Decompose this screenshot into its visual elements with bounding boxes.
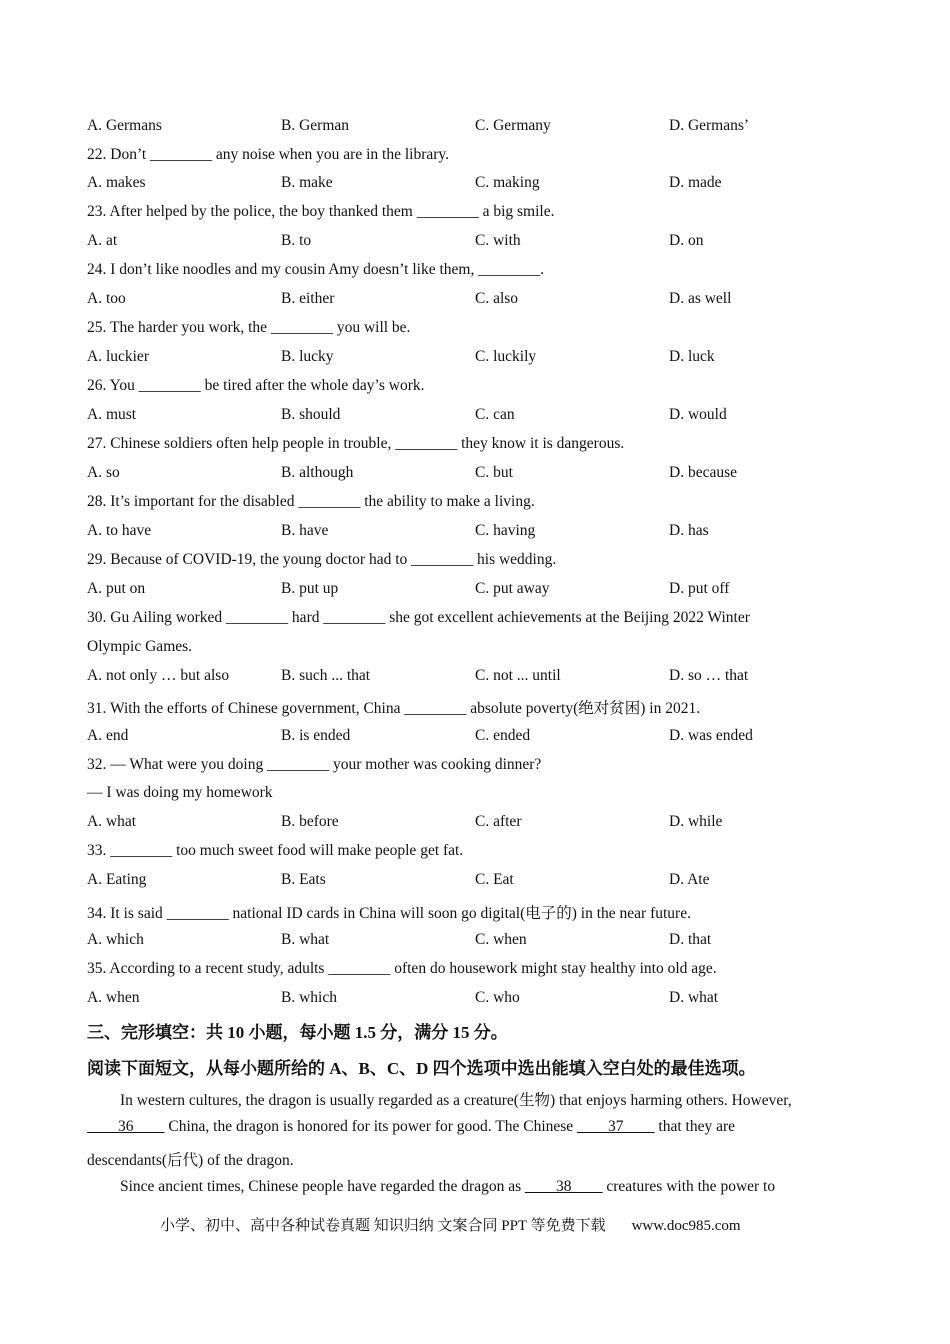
option-c: C. not ... until — [475, 667, 561, 684]
footer-url: www.doc985.com — [631, 1218, 741, 1234]
option-a: A. when — [87, 989, 140, 1006]
passage-line-3: descendants(后代) of the dragon. — [87, 1152, 294, 1169]
question-27-stem: 27. Chinese soldiers often help people in trouble, ________ they know it is dangerous. — [87, 435, 625, 452]
question-34-stem: 34. It is said ________ national ID cards in China will soon go digital(电子的) in the near future. — [87, 905, 691, 922]
question-31-options — [87, 727, 867, 749]
option-d: D. that — [669, 931, 712, 948]
option-b: B. have — [281, 522, 329, 539]
option-d: D. because — [669, 464, 737, 481]
option-a: A. which — [87, 931, 144, 948]
question-24-options — [87, 290, 867, 312]
option-a: A. put on — [87, 580, 146, 597]
blank-38: ____38____ — [525, 1178, 603, 1195]
question-28-stem: 28. It’s important for the disabled ________ the ability to make a living. — [87, 493, 535, 510]
question-34-options — [87, 931, 867, 953]
option-d: D. what — [669, 989, 719, 1006]
option-d: D. would — [669, 406, 727, 423]
option-d: D. Ate — [669, 871, 710, 888]
option-c: C. Germany — [475, 117, 551, 134]
passage-line-2 — [87, 1118, 857, 1136]
question-30-options — [87, 667, 867, 689]
option-b: B. such ... that — [281, 667, 371, 684]
option-d: D. has — [669, 522, 709, 539]
question-24-stem: 24. I don’t like noodles and my cousin Amy doesn’t like them, ________. — [87, 261, 545, 278]
question-32-stem: 32. — What were you doing ________ your mother was cooking dinner? — [87, 756, 542, 773]
option-c: C. also — [475, 290, 519, 307]
passage-line-4 — [87, 1178, 890, 1196]
passage-text: that they are — [654, 1118, 736, 1135]
option-c: C. put away — [475, 580, 550, 597]
question-29-stem: 29. Because of COVID-19, the young doctor had to ________ his wedding. — [87, 551, 557, 568]
option-a: A. end — [87, 727, 129, 744]
option-d: D. was ended — [669, 727, 753, 744]
question-33-options — [87, 871, 867, 893]
option-c: C. can — [475, 406, 515, 423]
question-23-stem: 23. After helped by the police, the boy thanked them ________ a big smile. — [87, 203, 555, 220]
question-22-stem: 22. Don’t ________ any noise when you are in the library. — [87, 146, 450, 163]
section-title: 三、完形填空：共 10 小题，每小题 1.5 分，满分 15 分。 — [87, 1023, 508, 1042]
question-31-stem: 31. With the efforts of Chinese government, China ________ absolute poverty(绝对贫困) in 2021. — [87, 700, 701, 717]
question-33-stem: 33. ________ too much sweet food will make people get fat. — [87, 842, 464, 859]
question-27-options — [87, 464, 867, 486]
footer-text: 小学、初中、高中各种试卷真题 知识归纳 文案合同 PPT 等免费下载 — [160, 1218, 606, 1234]
option-b: B. is ended — [281, 727, 351, 744]
option-c: C. with — [475, 232, 521, 249]
option-b: B. Eats — [281, 871, 326, 888]
option-a: A. not only … but also — [87, 667, 230, 684]
option-c: C. ended — [475, 727, 531, 744]
option-c: C. Eat — [475, 871, 514, 888]
option-c: C. who — [475, 989, 520, 1006]
passage-text: Since ancient times, Chinese people have regarded the dragon as — [120, 1178, 526, 1195]
option-b: B. before — [281, 813, 339, 830]
question-25-options — [87, 348, 867, 370]
option-b: B. should — [281, 406, 341, 423]
option-b: B. make — [281, 174, 333, 191]
option-a: A. luckier — [87, 348, 149, 365]
option-a: A. what — [87, 813, 137, 830]
option-b: B. German — [281, 117, 350, 134]
question-29-options — [87, 580, 867, 602]
blank-36: ____36____ — [87, 1118, 165, 1135]
section-instruction: 阅读下面短文，从每小题所给的 A、B、C、D 四个选项中选出能填入空白处的最佳选项。 — [87, 1059, 756, 1078]
option-b: B. although — [281, 464, 354, 481]
option-a: A. makes — [87, 174, 146, 191]
option-a: A. Germans — [87, 117, 162, 134]
option-c: C. luckily — [475, 348, 537, 365]
option-c: C. when — [475, 931, 527, 948]
option-d: D. made — [669, 174, 722, 191]
option-c: C. after — [475, 813, 522, 830]
question-32-options — [87, 813, 867, 835]
passage-text: China, the dragon is honored for its power for good. The Chinese — [164, 1118, 578, 1135]
option-d: D. while — [669, 813, 723, 830]
option-d: D. put off — [669, 580, 730, 597]
question-26-stem: 26. You ________ be tired after the whole day’s work. — [87, 377, 425, 394]
option-d: D. on — [669, 232, 704, 249]
option-c: C. having — [475, 522, 536, 539]
option-d: D. as well — [669, 290, 732, 307]
question-22-options — [87, 174, 867, 196]
question-30-stem-continued: Olympic Games. — [87, 638, 193, 655]
option-c: C. but — [475, 464, 513, 481]
question-32-answer-line: — I was doing my homework — [87, 784, 273, 801]
passage-text: creatures with the power to — [602, 1178, 776, 1195]
option-d: D. Germans’ — [669, 117, 750, 134]
question-25-stem: 25. The harder you work, the ________ you will be. — [87, 319, 411, 336]
question-26-options — [87, 406, 867, 428]
option-d: D. luck — [669, 348, 715, 365]
question-35-stem: 35. According to a recent study, adults ________ often do housework might stay healthy into old age. — [87, 960, 717, 977]
blank-37: ____37____ — [577, 1118, 655, 1135]
question-30-stem: 30. Gu Ailing worked ________ hard ________ she got excellent achievements at the Beijing 2022 Winter — [87, 609, 750, 626]
option-b: B. put up — [281, 580, 339, 597]
option-b: B. to — [281, 232, 312, 249]
question-23-options — [87, 232, 867, 254]
option-a: A. to have — [87, 522, 152, 539]
option-a: A. Eating — [87, 871, 147, 888]
option-a: A. too — [87, 290, 126, 307]
q21-options — [87, 117, 867, 139]
option-a: A. at — [87, 232, 118, 249]
option-d: D. so … that — [669, 667, 749, 684]
option-b: B. which — [281, 989, 337, 1006]
option-c: C. making — [475, 174, 540, 191]
passage-line-1: In western cultures, the dragon is usually regarded as a creature(生物) that enjoys harming others. However, — [120, 1092, 792, 1109]
option-b: B. what — [281, 931, 330, 948]
option-a: A. so — [87, 464, 120, 481]
question-28-options — [87, 522, 867, 544]
option-b: B. lucky — [281, 348, 334, 365]
question-35-options — [87, 989, 867, 1011]
option-b: B. either — [281, 290, 335, 307]
option-a: A. must — [87, 406, 137, 423]
page-footer — [160, 1214, 741, 1235]
